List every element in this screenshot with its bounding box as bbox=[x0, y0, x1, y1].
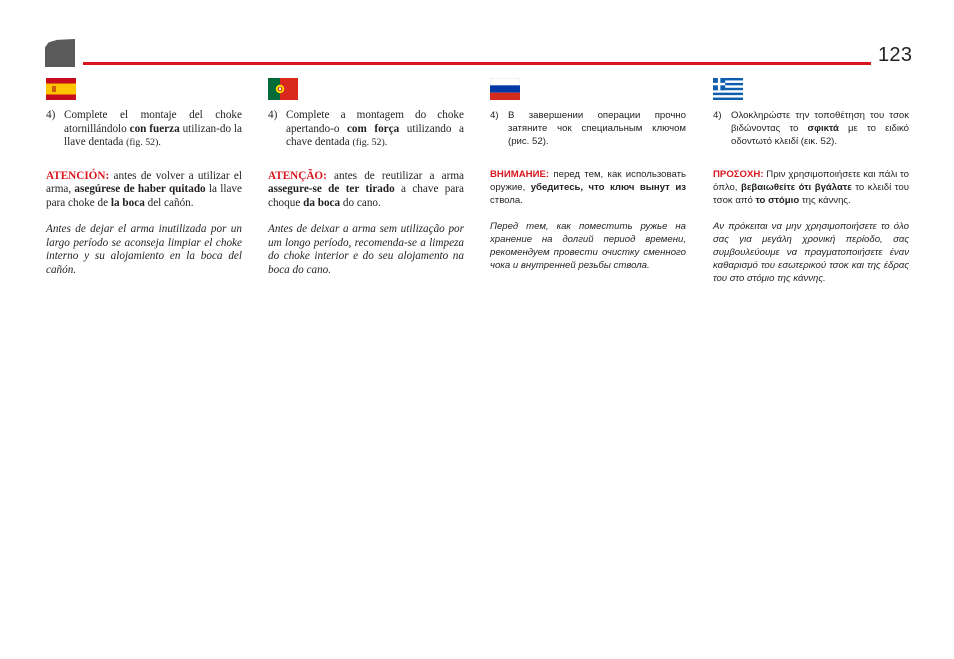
step-text-cont: utilizan-do la llave dentada bbox=[64, 122, 242, 148]
warning-text: перед тем, как использовать оружие, bbox=[490, 169, 686, 193]
warning-text-cont: ствола. bbox=[490, 195, 523, 206]
step-emphasis: con fuerza bbox=[129, 122, 180, 135]
warning-paragraph bbox=[713, 168, 909, 207]
step-text-cont: με το ειδικό οδοντωτό κλειδί (εικ. 52). bbox=[731, 123, 909, 147]
step-paragraph bbox=[268, 109, 464, 150]
warning-text: Πριν χρησιμοποιήσετε και πάλι το όπλο, bbox=[713, 169, 909, 193]
warning-emphasis: asegúrese de haber quitado bbox=[74, 183, 206, 195]
page-number: 123 bbox=[878, 44, 913, 66]
warning-emphasis: βεβαιωθείτε ότι βγάλατε bbox=[740, 182, 852, 193]
warning-text-cont: a chave para choque bbox=[268, 183, 464, 209]
warning-text-end: del cañón. bbox=[144, 196, 194, 209]
step-text: В завершении операции прочно затяните чок специальным ключом (рис. 52). bbox=[508, 110, 686, 147]
step-paragraph bbox=[713, 109, 909, 148]
warning-text-end: do cano. bbox=[340, 196, 381, 209]
step-number: 4) bbox=[490, 110, 499, 121]
warning-text: antes de volver a utilizar el arma, bbox=[46, 169, 242, 195]
warning-emphasis-2: da boca bbox=[303, 196, 341, 209]
storage-note: Перед тем, как поместить ружье на хранение на долгий период времени, рекомендуем провести очистку сменного чока и внутренней резьбы ствола. bbox=[490, 221, 686, 271]
column-spanish bbox=[46, 78, 242, 277]
warning-emphasis: assegure-se de ter tirado bbox=[268, 183, 395, 195]
step-text: Ολοκληρώστε την τοποθέτηση του τσοκ βιδώνοντας το bbox=[731, 110, 909, 134]
warning-emphasis-2: το στόμιο bbox=[755, 195, 800, 206]
step-emphasis: com força bbox=[346, 122, 400, 135]
column-portuguese bbox=[268, 78, 464, 277]
step-number: 4) bbox=[268, 109, 278, 121]
warning-emphasis-2: la boca bbox=[110, 196, 145, 209]
step-text: Complete el montaje del choke atornillándolo bbox=[64, 109, 242, 135]
portugal-flag-icon bbox=[268, 78, 298, 100]
step-emphasis: σφικτά bbox=[807, 123, 839, 134]
warning-paragraph bbox=[268, 170, 464, 211]
header-rule bbox=[83, 62, 871, 65]
step-text-cont: utilizando a chave dentada bbox=[286, 122, 464, 148]
brand-corner-logo bbox=[45, 39, 75, 67]
greece-flag-icon bbox=[713, 78, 743, 100]
step-number: 4) bbox=[713, 110, 722, 121]
spain-flag-icon bbox=[46, 78, 76, 100]
step-number: 4) bbox=[46, 109, 56, 121]
warning-text-cont: το κλειδί του τσοκ από bbox=[713, 182, 909, 206]
storage-note: Antes de dejar el arma inutilizada por un largo período se aconseja limpiar el choke interno y su alojamiento en la boca del cañón. bbox=[46, 223, 242, 276]
step-paragraph bbox=[490, 109, 686, 148]
warning-label: ΠΡΟΣΟΧΗ: bbox=[713, 169, 764, 180]
column-russian bbox=[490, 78, 686, 272]
storage-note: Αν πρόκειται να μην χρησιμοποιήσετε το όλο σας για μεγάλη χρονική περίοδο, σας συμβουλεύουμε να πραγματοποιήσετε έναν καθαρισμό του εσωτερικού τσοκ και της έδρας του στο στόμιο της κάννης. bbox=[713, 221, 909, 284]
storage-note: Antes de deixar a arma sem utilização por um longo período, recomenda-se a limpeza do choke interior e do seu alojamento na boca do cano. bbox=[268, 223, 464, 276]
warning-label: ВНИМАНИЕ: bbox=[490, 169, 550, 180]
figure-reference: (fig. 52). bbox=[126, 137, 161, 148]
figure-reference: (fig. 52). bbox=[352, 137, 388, 148]
warning-label: ATENÇÃO: bbox=[268, 169, 327, 182]
warning-text: antes de reutilizar a arma bbox=[326, 169, 464, 182]
warning-emphasis: убедитесь, что ключ вынут из bbox=[530, 182, 686, 193]
warning-paragraph bbox=[46, 170, 242, 211]
column-greek bbox=[713, 78, 909, 285]
warning-text-cont: la llave para choke de bbox=[46, 183, 242, 209]
step-text: Complete a montagem do choke apertando-o bbox=[286, 109, 464, 135]
step-paragraph bbox=[46, 109, 242, 150]
warning-paragraph bbox=[490, 168, 686, 207]
warning-label: ATENCIÓN: bbox=[46, 169, 110, 182]
russia-flag-icon bbox=[490, 78, 520, 100]
warning-text-end: της κάννης. bbox=[799, 195, 851, 206]
